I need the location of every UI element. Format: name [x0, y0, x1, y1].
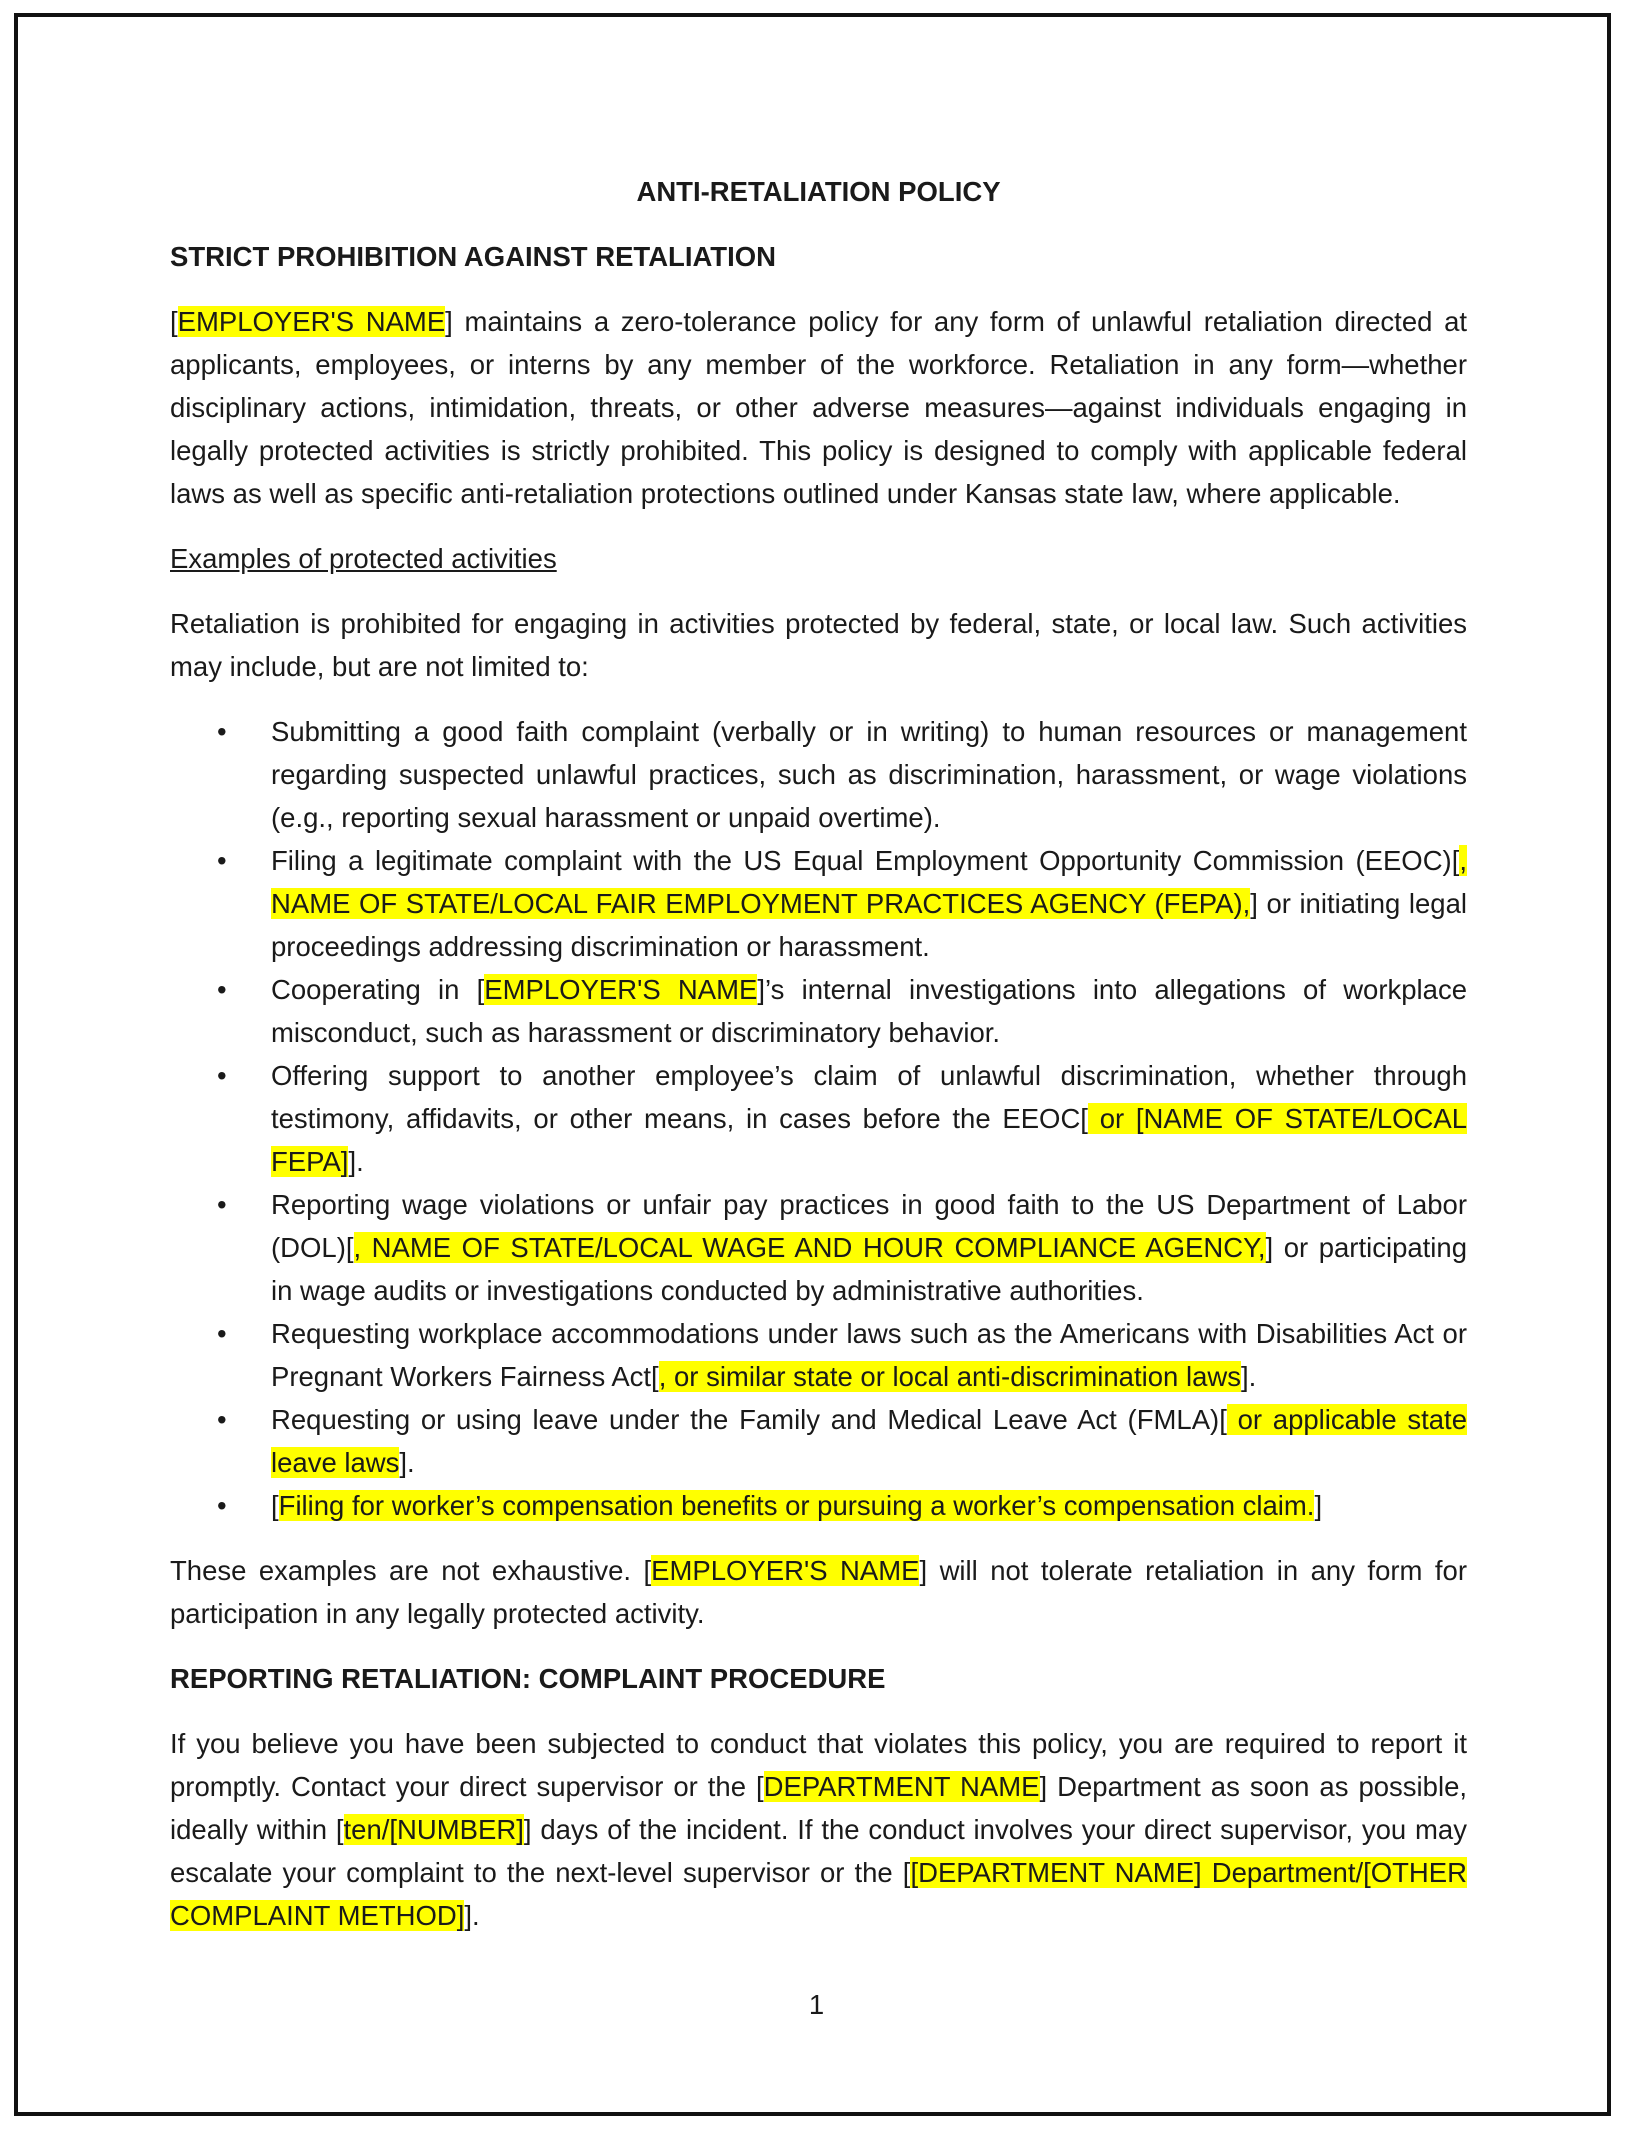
text-run: [: [271, 1490, 279, 1521]
subheading-examples: Examples of protected activities: [170, 543, 557, 574]
list-item: [170, 1054, 1467, 1183]
text-run: ] maintains a zero-tolerance policy for any form of unlawful retaliation directed at applicants, employees, or interns by any member of the workforce. Retaliation in any form—whether disciplinary actions, intimidation, threats, or other adverse measures—against individuals engaging in legally protected activities is strictly prohibited. This policy is designed to comply with applicable federal laws as well as specific anti-retaliation protections outlined under Kansas state law, where applicable.: [170, 306, 1468, 509]
placeholder-highlight: , NAME OF STATE/LOCAL FAIR EMPLOYMENT PRACTICES AGENCY (FEPA),: [271, 845, 1467, 919]
bullet-icon: •: [217, 974, 227, 1005]
text-run: ] will not tolerate retaliation in any form for participation in any legally protected activity.: [170, 1555, 1467, 1629]
reporting-paragraph: [170, 1722, 1467, 1937]
text-run: Requesting workplace accommodations under laws such as the Americans with Disabilities Act or Pregnant Workers Fairness Act[: [271, 1318, 1467, 1392]
document-title: ANTI-RETALIATION POLICY: [636, 176, 1001, 207]
text-run: ] or participating in wage audits or investigations conducted by administrative authorities.: [271, 1232, 1468, 1306]
text-run: Cooperating in [: [271, 974, 485, 1005]
page-number: 1: [808, 1989, 825, 2020]
bullet-icon: •: [217, 1189, 227, 1220]
bullet-icon: •: [217, 1318, 227, 1349]
text-run: ] Department as soon as possible, ideally within [: [170, 1771, 1468, 1845]
placeholder-highlight: EMPLOYER'S NAME: [484, 974, 758, 1005]
text-run: If you believe you have been subjected to conduct that violates this policy, you are required to report it promptly. Contact your direct supervisor or the [: [170, 1728, 1467, 1802]
list-item: [170, 839, 1467, 968]
placeholder-highlight: EMPLOYER'S NAME: [651, 1555, 920, 1586]
text-run: ].: [399, 1447, 415, 1478]
list-item: [170, 1484, 1467, 1527]
list-item: [170, 710, 1467, 839]
section-heading-prohibition: STRICT PROHIBITION AGAINST RETALIATION: [170, 241, 776, 272]
text-run: Submitting a good faith complaint (verbally or in writing) to human resources or management regarding suspected unlawful practices, such as discrimination, harassment, or wage violations (e.g., reporting sexual harassment or unpaid overtime).: [271, 716, 1467, 833]
text-run: Reporting wage violations or unfair pay practices in good faith to the US Department of Labor (DOL)[: [271, 1189, 1467, 1263]
text-run: ] days of the incident. If the conduct involves your direct supervisor, you may escalate your complaint to the next-level supervisor or the [: [170, 1814, 1467, 1888]
bullet-icon: •: [217, 845, 227, 876]
placeholder-highlight: ten/[NUMBER]: [343, 1814, 524, 1845]
protected-activities-list: [170, 710, 1467, 1527]
text-run: ].: [1240, 1361, 1257, 1392]
bullet-icon: •: [217, 1060, 227, 1091]
placeholder-highlight: , or similar state or local anti-discrimination laws: [658, 1361, 1241, 1392]
text-run: Filing a legitimate complaint with the US Equal Employment Opportunity Commission (EEOC)[: [271, 845, 1460, 876]
text-run: These examples are not exhaustive. [: [170, 1555, 652, 1586]
text-run: ] or initiating legal proceedings addressing discrimination or harassment.: [271, 888, 1467, 962]
text-run: ].: [464, 1900, 480, 1931]
placeholder-highlight: or [NAME OF STATE/LOCAL FEPA]: [271, 1103, 1468, 1177]
bullet-icon: •: [217, 716, 227, 747]
placeholder-highlight: [DEPARTMENT NAME] Department/[OTHER COMPLAINT METHOD]: [170, 1857, 1467, 1931]
placeholder-highlight: DEPARTMENT NAME: [763, 1771, 1040, 1802]
text-run: Requesting or using leave under the Family and Medical Leave Act (FMLA)[: [271, 1404, 1227, 1435]
text-run: ]: [1314, 1490, 1323, 1521]
placeholder-highlight: EMPLOYER'S NAME: [177, 306, 446, 337]
list-item: [170, 1398, 1467, 1484]
examples-intro-paragraph: Retaliation is prohibited for engaging in activities protected by federal, state, or local law. Such activities may include, but are not limited to:: [170, 608, 1467, 682]
placeholder-highlight: , NAME OF STATE/LOCAL WAGE AND HOUR COMPLIANCE AGENCY,: [353, 1232, 1266, 1263]
bullet-icon: •: [217, 1490, 227, 1521]
placeholder-highlight: Filing for worker’s compensation benefits or pursuing a worker’s compensation claim.: [278, 1490, 1315, 1521]
document-page: [170, 170, 1467, 1959]
list-item: [170, 968, 1467, 1054]
prohibition-paragraph: [170, 300, 1467, 515]
text-run: ]’s internal investigations into allegations of workplace misconduct, such as harassment or discriminatory behavior.: [271, 974, 1467, 1048]
examples-closing-paragraph: [170, 1549, 1467, 1635]
text-run: Offering support to another employee’s claim of unlawful discrimination, whether through testimony, affidavits, or other means, in cases before the EEOC[: [271, 1060, 1467, 1134]
list-item: [170, 1312, 1467, 1398]
text-run: ].: [348, 1146, 364, 1177]
text-run: [: [170, 306, 178, 337]
list-item: [170, 1183, 1467, 1312]
section-heading-reporting: REPORTING RETALIATION: COMPLAINT PROCEDURE: [170, 1663, 886, 1694]
placeholder-highlight: or applicable state leave laws: [271, 1404, 1467, 1478]
bullet-icon: •: [217, 1404, 227, 1435]
